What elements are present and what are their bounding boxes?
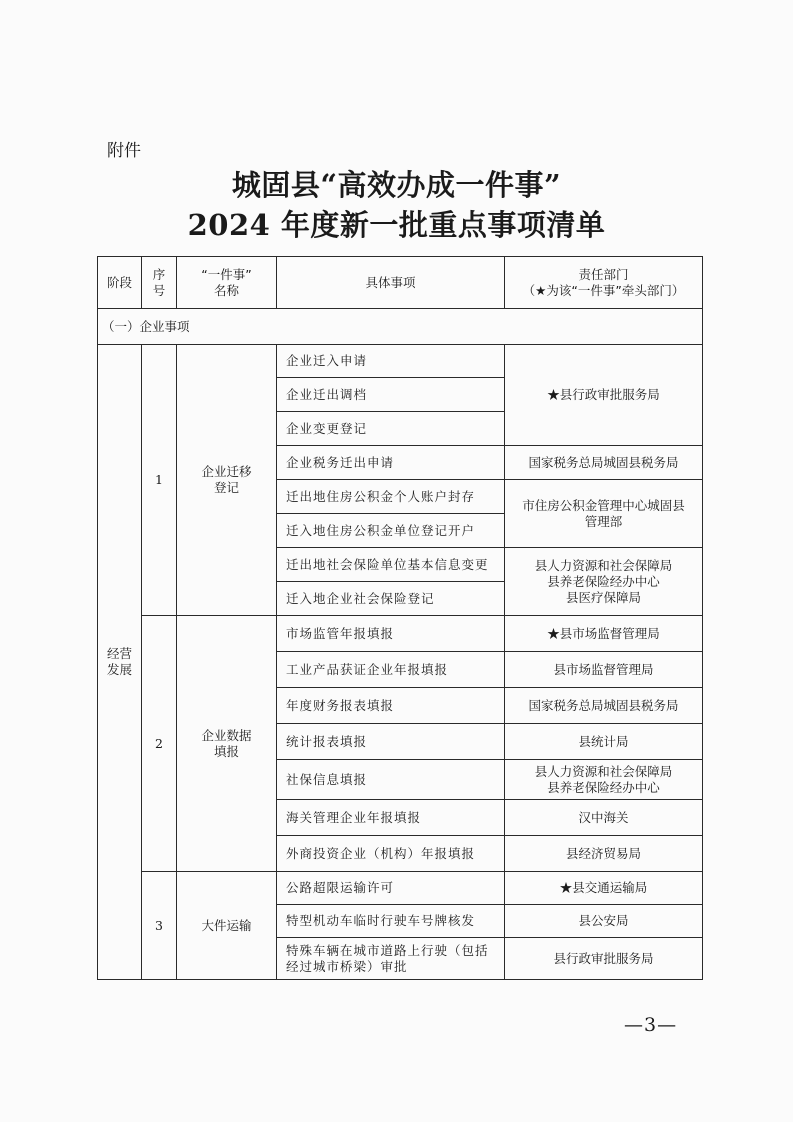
dept-cell: ★县行政审批服务局 xyxy=(505,345,703,446)
table-row xyxy=(98,345,703,378)
item-cell: 迁出地住房公积金个人账户封存 xyxy=(277,480,505,514)
item-cell: 统计报表填报 xyxy=(277,724,505,760)
stage-cell: 经营 发展 xyxy=(98,345,142,980)
item-cell: 市场监管年报填报 xyxy=(277,616,505,652)
section-title: （一）企业事项 xyxy=(98,309,703,345)
dept-cell: 县公安局 xyxy=(505,905,703,938)
dept-cell: 市住房公积金管理中心城固县 管理部 xyxy=(505,480,703,548)
event-name-cell: 大件运输 xyxy=(177,872,277,980)
dept-cell: 国家税务总局城固县税务局 xyxy=(505,688,703,724)
dept-cell: 县行政审批服务局 xyxy=(505,938,703,980)
col-header-item: 具体事项 xyxy=(277,257,505,309)
item-cell: 海关管理企业年报填报 xyxy=(277,800,505,836)
table-row xyxy=(98,872,703,905)
item-cell: 企业税务迁出申请 xyxy=(277,446,505,480)
item-cell: 公路超限运输许可 xyxy=(277,872,505,905)
dept-cell: ★县市场监督管理局 xyxy=(505,616,703,652)
item-cell: 工业产品获证企业年报填报 xyxy=(277,652,505,688)
col-header-stage: 阶段 xyxy=(98,257,142,309)
item-cell: 企业变更登记 xyxy=(277,412,505,446)
dept-cell: 县市场监督管理局 xyxy=(505,652,703,688)
item-cell: 特殊车辆在城市道路上行驶（包括 经过城市桥梁）审批 xyxy=(277,938,505,980)
document-title-line2: 2024 年度新一批重点事项清单 xyxy=(187,208,606,242)
document-title-line1: 城固县“高效办成一件事” xyxy=(231,168,562,202)
col-header-seq: 序 号 xyxy=(142,257,177,309)
item-cell: 特型机动车临时行驶车号牌核发 xyxy=(277,905,505,938)
page-number: —3— xyxy=(624,1014,678,1036)
section-row xyxy=(98,309,703,345)
seq-cell: 1 xyxy=(142,345,177,616)
event-name-cell: 企业迁移 登记 xyxy=(177,345,277,616)
item-cell: 年度财务报表填报 xyxy=(277,688,505,724)
dept-cell: 县人力资源和社会保障局 县养老保险经办中心 县医疗保障局 xyxy=(505,548,703,616)
dept-cell: 县统计局 xyxy=(505,724,703,760)
dept-cell: ★县交通运输局 xyxy=(505,872,703,905)
item-cell: 社保信息填报 xyxy=(277,760,505,800)
table-header-row xyxy=(98,257,703,309)
dept-cell: 汉中海关 xyxy=(505,800,703,836)
item-cell: 迁出地社会保险单位基本信息变更 xyxy=(277,548,505,582)
item-cell: 企业迁入申请 xyxy=(277,345,505,378)
col-header-dept: 责任部门 （★为该“一件事”牵头部门） xyxy=(505,257,703,309)
item-cell: 企业迁出调档 xyxy=(277,378,505,412)
table-row xyxy=(98,616,703,652)
item-cell: 外商投资企业（机构）年报填报 xyxy=(277,836,505,872)
col-header-name: “一件事” 名称 xyxy=(177,257,277,309)
dept-cell: 县人力资源和社会保障局 县养老保险经办中心 xyxy=(505,760,703,800)
key-items-table xyxy=(97,256,703,980)
seq-cell: 3 xyxy=(142,872,177,980)
item-cell: 迁入地企业社会保险登记 xyxy=(277,582,505,616)
dept-cell: 县经济贸易局 xyxy=(505,836,703,872)
event-name-cell: 企业数据 填报 xyxy=(177,616,277,872)
item-cell: 迁入地住房公积金单位登记开户 xyxy=(277,514,505,548)
seq-cell: 2 xyxy=(142,616,177,872)
attachment-label: 附件 xyxy=(107,141,141,161)
dept-cell: 国家税务总局城固县税务局 xyxy=(505,446,703,480)
